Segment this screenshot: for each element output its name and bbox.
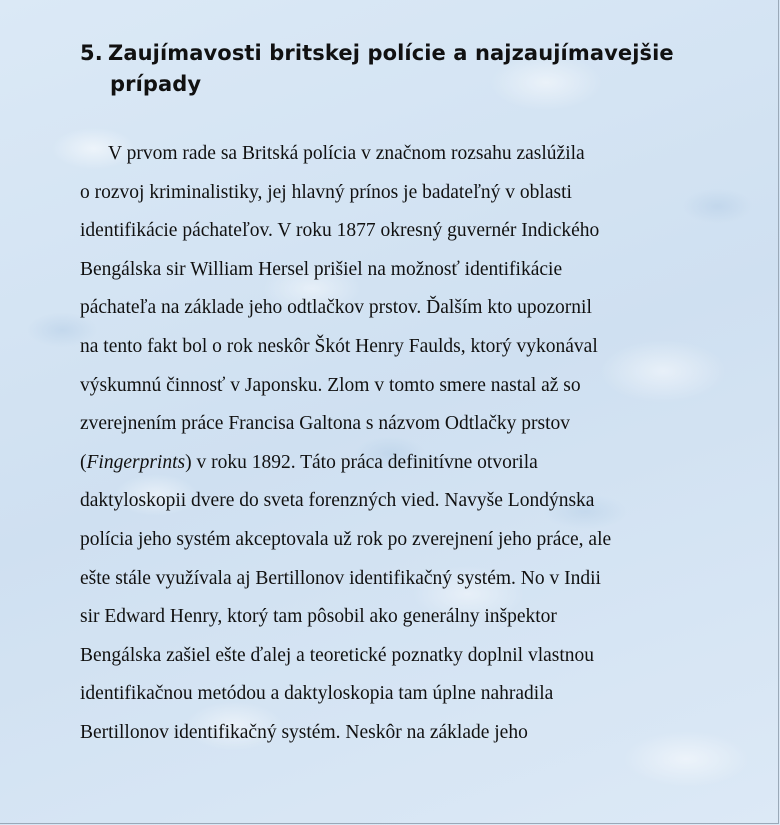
text-line: na tento fakt bol o rok neskôr Škót Henry Faulds, ktorý vykonával: [80, 335, 598, 357]
italic-title: Fingerprints: [86, 451, 186, 473]
text-line: polícia jeho systém akceptovala už rok po zverejnení jeho práce, ale: [80, 528, 612, 550]
text-line: sir Edward Henry, ktorý tam pôsobil ako generálny inšpektor: [80, 606, 557, 628]
body-paragraph: [80, 135, 720, 753]
text-line: páchateľa na základe jeho odtlačkov prstov. Ďalším kto upozornil: [80, 297, 592, 319]
text-line: daktyloskopii dvere do sveta forenzných vied. Navyše Londýnska: [80, 490, 595, 512]
section-number: 5.: [80, 41, 103, 65]
text-line: Bertillonov identifikačný systém. Neskôr na základe jeho: [80, 721, 528, 743]
section-title-line-2: prípady: [110, 72, 202, 96]
text-line: identifikácie páchateľov. V roku 1877 okresný guvernér Indického: [80, 220, 600, 242]
text-line: Bengálska zašiel ešte ďalej a teoretické poznatky doplnil vlastnou: [80, 644, 595, 666]
section-heading: [80, 38, 720, 100]
text-line: V prvom rade sa Britská polícia v značnom rozsahu zaslúžila: [108, 143, 585, 164]
line-remainder: ) v roku 1892. Táto práca definitívne otvorila: [185, 451, 538, 473]
paren-open: (: [80, 451, 87, 473]
section-title-line-1: Zaujímavosti britskej polície a najzaujímavejšie: [108, 41, 674, 65]
text-line: [80, 444, 720, 483]
text-line: o rozvoj kriminalistiky, jej hlavný prínos je badateľný v oblasti: [80, 181, 572, 203]
text-line: Bengálska sir William Hersel prišiel na možnosť identifikácie: [80, 258, 563, 280]
text-line: ešte stále využívala aj Bertillonov identifikačný systém. No v Indii: [80, 567, 601, 589]
text-line: zverejnením práce Francisa Galtona s názvom Odtlačky prstov: [80, 413, 571, 435]
text-line: identifikačnou metódou a daktyloskopia tam úplne nahradila: [80, 683, 554, 705]
text-line: výskumnú činnosť v Japonsku. Zlom v tomto smere nastal až so: [80, 374, 581, 396]
